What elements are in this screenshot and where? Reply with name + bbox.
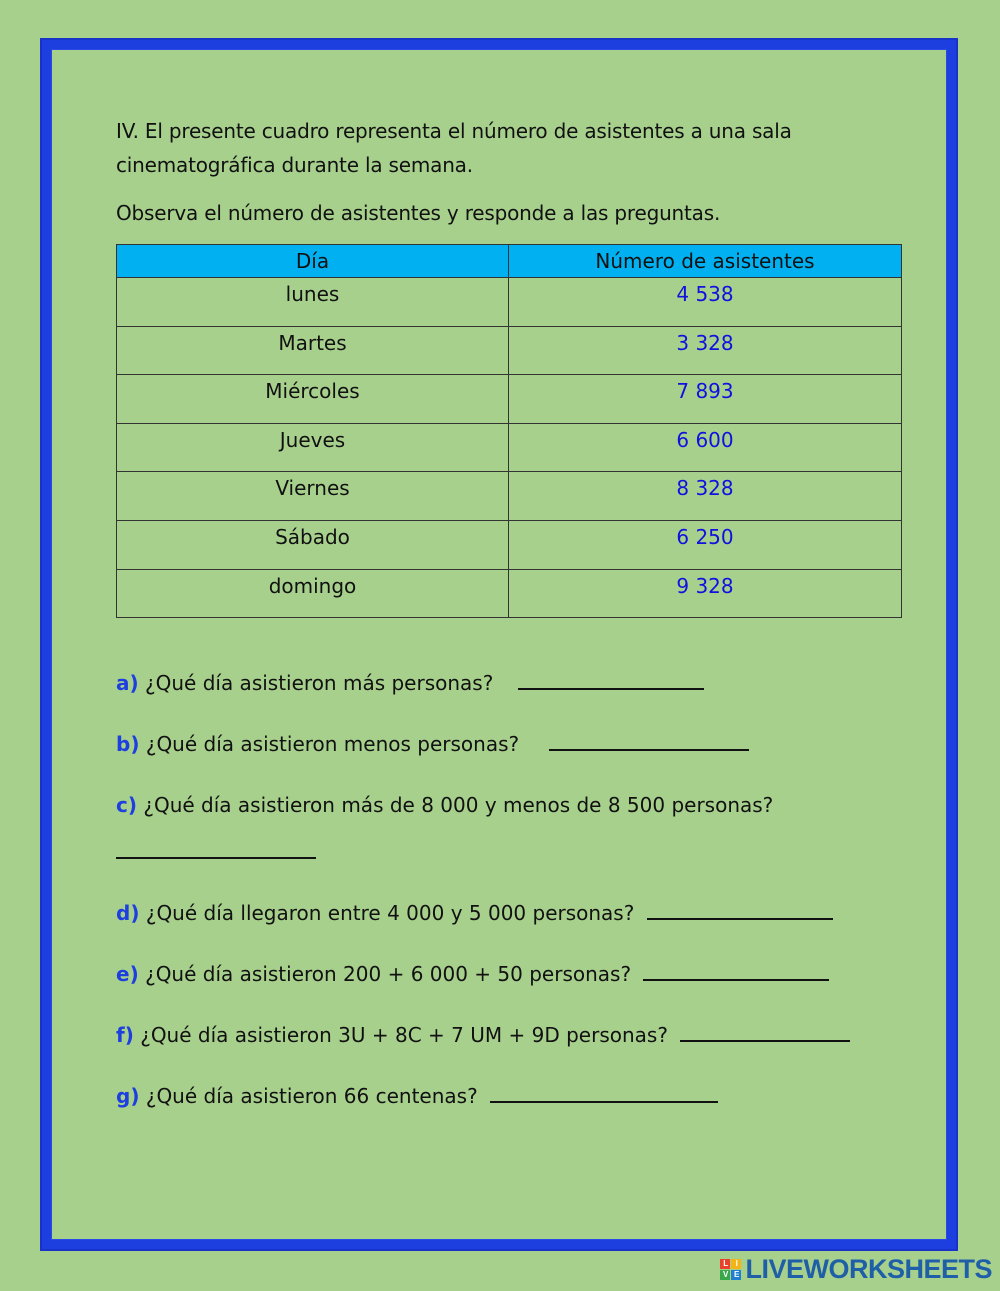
answer-blank[interactable] bbox=[549, 731, 749, 751]
logo-mark-letter: V bbox=[720, 1270, 730, 1280]
question-text: ¿Qué día asistieron menos personas? bbox=[145, 732, 520, 757]
count-cell: 4 538 bbox=[509, 278, 902, 327]
instruction-text: Observa el número de asistentes y responde a las preguntas. bbox=[116, 201, 721, 225]
logo-text: LIVEWORKSHEETS bbox=[745, 1254, 992, 1284]
question-text: ¿Qué día llegaron entre 4 000 y 5 000 personas? bbox=[145, 901, 635, 926]
answer-blank[interactable] bbox=[680, 1022, 850, 1042]
header-attendees: Número de asistentes bbox=[509, 245, 902, 278]
table-row bbox=[117, 326, 902, 375]
question-text: ¿Qué día asistieron más personas? bbox=[145, 671, 494, 696]
day-cell: domingo bbox=[117, 569, 509, 618]
answer-blank[interactable] bbox=[490, 1083, 718, 1103]
question-g bbox=[116, 1083, 906, 1144]
question-f bbox=[116, 1022, 906, 1083]
answer-blank[interactable] bbox=[518, 670, 704, 690]
table-row bbox=[117, 520, 902, 569]
question-d bbox=[116, 900, 906, 961]
answer-blank[interactable] bbox=[643, 961, 829, 981]
intro-line-1: IV. El presente cuadro representa el número de asistentes a una sala bbox=[116, 119, 792, 143]
question-letter: e) bbox=[116, 962, 139, 987]
day-cell: Viernes bbox=[117, 472, 509, 521]
question-text: ¿Qué día asistieron 200 + 6 000 + 50 personas? bbox=[145, 962, 632, 987]
table-header-row bbox=[117, 245, 902, 278]
logo-mark-letter: L bbox=[720, 1259, 730, 1269]
intro-text bbox=[116, 114, 906, 182]
question-c-answer-line bbox=[116, 839, 906, 900]
day-cell: Miércoles bbox=[117, 375, 509, 424]
question-c bbox=[116, 792, 906, 839]
answer-blank[interactable] bbox=[647, 900, 833, 920]
question-text: ¿Qué día asistieron 3U + 8C + 7 UM + 9D personas? bbox=[140, 1023, 668, 1048]
attendance-table bbox=[116, 244, 902, 618]
count-cell: 6 600 bbox=[509, 423, 902, 472]
answer-blank[interactable] bbox=[116, 839, 316, 859]
logo-mark-letter: I bbox=[731, 1259, 741, 1269]
worksheet-content bbox=[116, 114, 906, 1144]
table-row bbox=[117, 278, 902, 327]
count-cell: 6 250 bbox=[509, 520, 902, 569]
question-letter: b) bbox=[116, 732, 140, 757]
day-cell: Martes bbox=[117, 326, 509, 375]
questions-list bbox=[116, 670, 906, 1144]
question-letter: d) bbox=[116, 901, 140, 926]
question-letter: f) bbox=[116, 1023, 134, 1048]
question-a bbox=[116, 670, 906, 731]
question-text: ¿Qué día asistieron más de 8 000 y menos de 8 500 personas? bbox=[143, 793, 774, 818]
table-row bbox=[117, 472, 902, 521]
intro-line-2: cinematográfica durante la semana. bbox=[116, 153, 473, 177]
table-row bbox=[117, 569, 902, 618]
question-letter: g) bbox=[116, 1084, 140, 1109]
question-b bbox=[116, 731, 906, 792]
question-text: ¿Qué día asistieron 66 centenas? bbox=[145, 1084, 478, 1109]
count-cell: 9 328 bbox=[509, 569, 902, 618]
day-cell: Sábado bbox=[117, 520, 509, 569]
day-cell: Jueves bbox=[117, 423, 509, 472]
day-cell: lunes bbox=[117, 278, 509, 327]
count-cell: 7 893 bbox=[509, 375, 902, 424]
question-letter: c) bbox=[116, 793, 137, 818]
table-row bbox=[117, 423, 902, 472]
logo-mark-letter: E bbox=[731, 1270, 741, 1280]
question-letter: a) bbox=[116, 671, 139, 696]
question-e bbox=[116, 961, 906, 1022]
liveworksheets-logo bbox=[720, 1254, 992, 1285]
header-day: Día bbox=[117, 245, 509, 278]
logo-mark-icon bbox=[720, 1259, 741, 1280]
count-cell: 8 328 bbox=[509, 472, 902, 521]
table-row bbox=[117, 375, 902, 424]
count-cell: 3 328 bbox=[509, 326, 902, 375]
